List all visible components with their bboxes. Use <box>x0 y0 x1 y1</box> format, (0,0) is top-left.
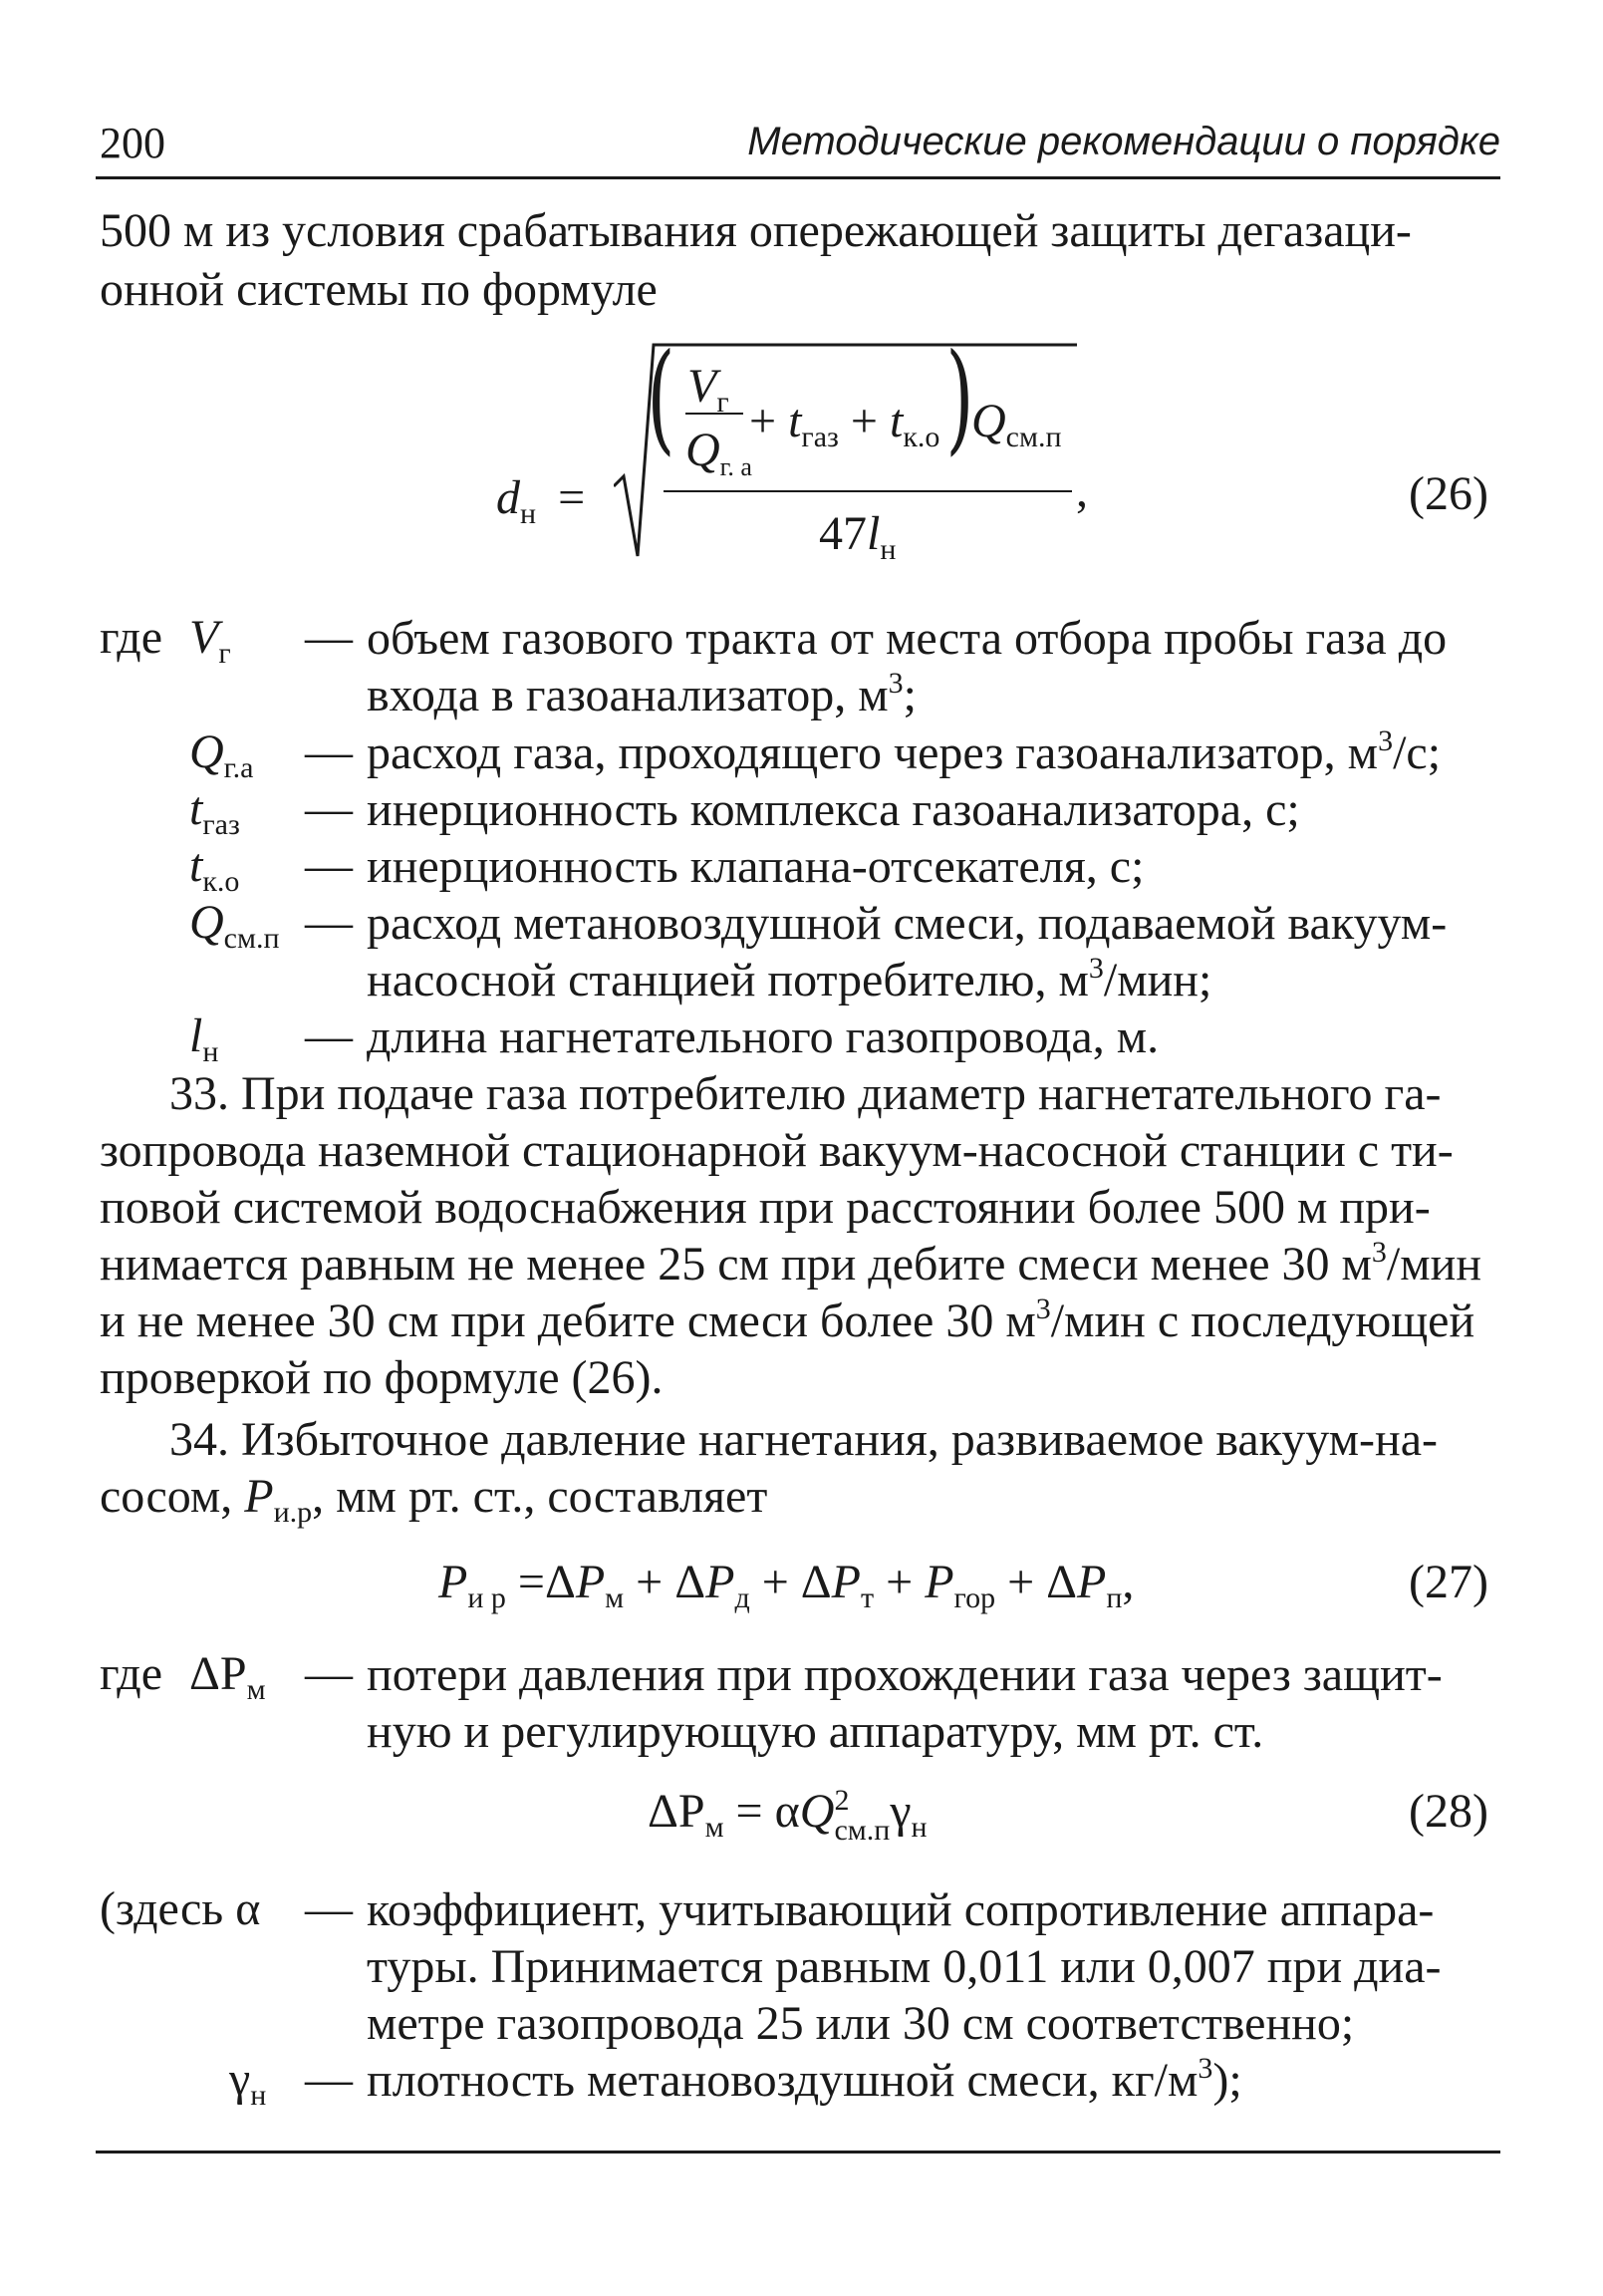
eq-number-27: (27) <box>1409 1556 1488 1608</box>
frac-V-Q-bar <box>685 413 743 415</box>
p33-line-2: зопровода наземной стационарной вакуум-насосной станции с ти- <box>100 1124 1454 1177</box>
def-text-alpha-3: метре газопровода 25 или 30 см соответственно; <box>367 1997 1355 2050</box>
def-symbol-Vg: $V_г$ <box>189 611 231 670</box>
def-dash: — <box>305 611 353 664</box>
def-symbol-Qga: $Q_{г.а}$ <box>189 725 254 784</box>
p33-line-4: нимается равным не менее 25 см при дебите смеси менее 30 $м^3$/мин <box>100 1236 1482 1291</box>
def-dash: — <box>305 1009 353 1062</box>
def-text-tgaz: инерционность комплекса газоанализатора, с; <box>367 783 1300 836</box>
formula26-lhs: $d_н$ = <box>496 471 586 530</box>
def-dash: — <box>305 2053 353 2106</box>
def-symbol-ln: $l_н$ <box>189 1009 219 1068</box>
def-text-Vg-1: объем газового тракта от места отбора пробы газа до <box>367 612 1448 665</box>
def-symbol-tko: $t_{к.о}$ <box>189 839 240 898</box>
def-text-gamma: плотность метановоздушной смеси, $кг/м^3$); <box>367 2052 1242 2107</box>
def-dash: — <box>305 1647 353 1700</box>
header-rule <box>96 176 1500 179</box>
def-symbol-alpha: (здесь α <box>100 1882 261 1935</box>
frac-V: $V_г$ <box>687 360 729 419</box>
page-number: 200 <box>100 119 165 167</box>
def-text-dPm-1: потери давления при прохождении газа через защит- <box>367 1648 1443 1701</box>
where-label: где <box>100 611 163 664</box>
def-text-Vg-2: входа в газоанализатор, $м^3$; <box>367 667 917 721</box>
def-text-ln: длина нагнетательного газопровода, м. <box>367 1010 1160 1063</box>
p33-line-3: повой системой водоснабжения при расстоянии более 500 м при- <box>100 1181 1431 1234</box>
def-dash: — <box>305 839 353 892</box>
frac-Q: $Q_{г. а}$ <box>685 424 752 481</box>
def-dash: — <box>305 896 353 949</box>
def-dash: — <box>305 782 353 835</box>
eq-number-26: (26) <box>1409 467 1488 520</box>
numerator-terms: + $t_{газ} + t_{к.о}$ <box>749 395 940 453</box>
formula28-body: $\Delta P_м = \alpha Q$ 2 см.п $\gamma_н$ <box>648 1783 928 1847</box>
p34-line-1: 34. Избыточное давление нагнетания, развиваемое вакуум-на- <box>169 1413 1439 1466</box>
def-symbol-gamma: $\gamma_н$ <box>229 2053 267 2112</box>
def-dash: — <box>305 725 353 778</box>
def-symbol-dPm: $\Delta P_м$ <box>189 1647 266 1706</box>
Q-smp: $Q_{см.п}$ <box>971 395 1062 453</box>
p34-line-2: сосом, $P_{и.р}$, мм рт. ст., составляет <box>100 1470 768 1529</box>
def-text-Qsmp-1: расход метановоздушной смеси, подаваемой вакуум- <box>367 897 1448 950</box>
footer-rule <box>96 2151 1500 2153</box>
def-symbol-tgaz: $t_{газ}$ <box>189 782 240 841</box>
def-text-Qsmp-2: насосной станцией потребителю, $м^3$/мин; <box>367 952 1212 1006</box>
p33-line-6: проверкой по формуле (26). <box>100 1351 664 1404</box>
def-dash: — <box>305 1882 353 1935</box>
denominator: $47l_н$ <box>819 507 897 566</box>
left-paren: ( <box>647 329 675 467</box>
intro-line-2: онной системы по формуле <box>100 263 658 316</box>
intro-line-1: 500 м из условия срабатывания опережающей защиты дегазаци- <box>100 204 1412 257</box>
p33-line-5: и не менее 30 см при дебите смеси более 30 $м^3$/мин с последующей <box>100 1292 1475 1347</box>
def-text-Qga: расход газа, проходящего через газоанализатор, $м^3/с$; <box>367 724 1442 779</box>
main-fraction-bar <box>664 490 1072 492</box>
running-title: Методические рекомендации о порядке <box>747 120 1500 163</box>
formula26-comma: , <box>1076 464 1088 517</box>
where-label: где <box>100 1647 163 1700</box>
right-paren: ) <box>945 329 974 467</box>
def-text-tko: инерционность клапана-отсекателя, с; <box>367 840 1145 893</box>
def-text-alpha-2: туры. Принимается равным 0,011 или 0,007 при диа- <box>367 1940 1442 1993</box>
def-text-alpha-1: коэффициент, учитывающий сопротивление аппара- <box>367 1883 1435 1936</box>
formula27-body: $P_{и р} =\Delta P_м + \Delta P_д + \Delta P_т + P_{гор} + \Delta P_п$, <box>438 1556 1135 1614</box>
eq-number-28: (28) <box>1409 1785 1488 1838</box>
def-symbol-Qsmp: $Q_{см.п}$ <box>189 896 280 955</box>
p33-line-1: 33. При подаче газа потребителю диаметр нагнетательного га- <box>169 1067 1442 1120</box>
def-text-dPm-2: ную и регулирующую аппаратуру, мм рт. ст. <box>367 1705 1264 1758</box>
